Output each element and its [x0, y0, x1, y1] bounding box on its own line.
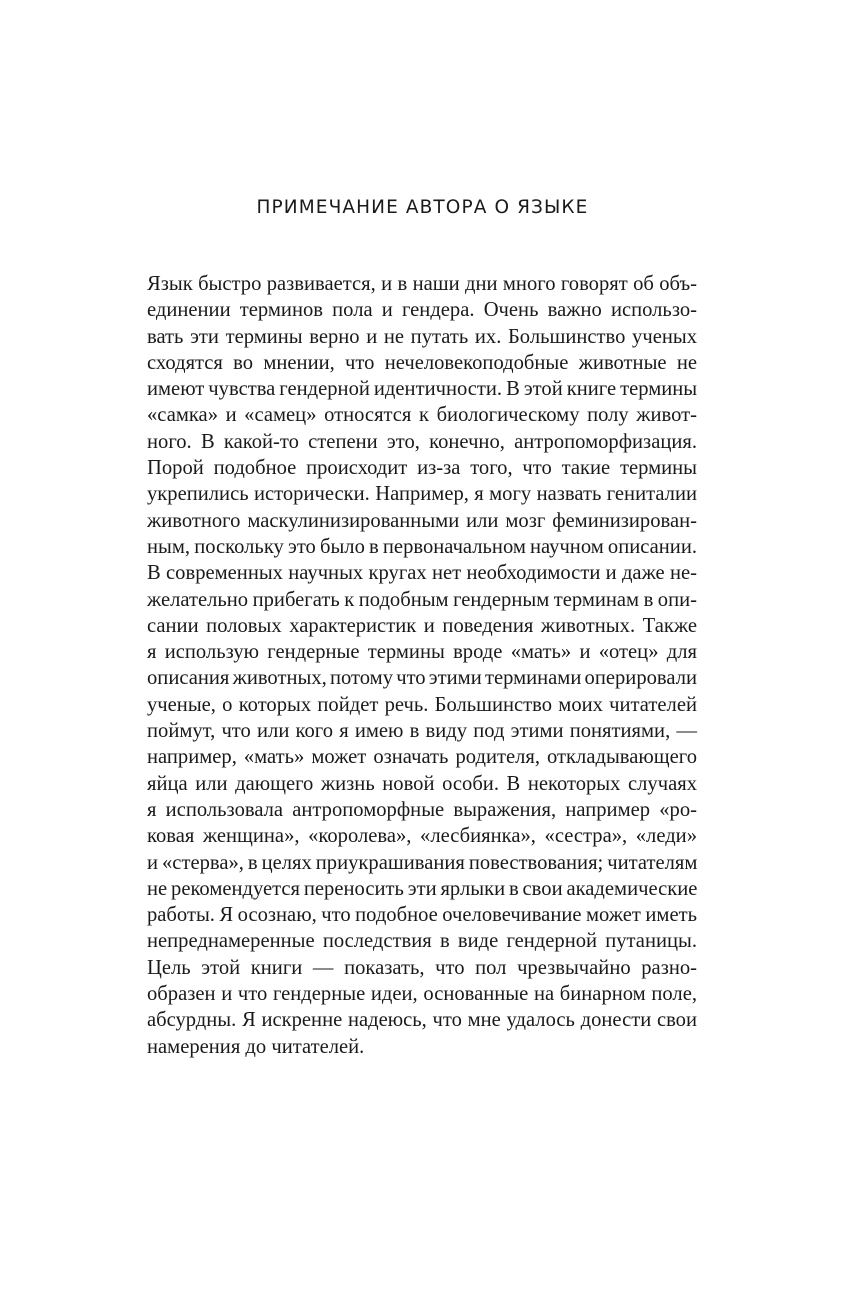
text-line: непреднамеренные последствия в виде гендерной путаницы.	[147, 930, 697, 953]
text-line: В современных научных кругах нет необходимости и даже не-	[147, 562, 697, 585]
text-line: желательно прибегать к подобным гендерным терминам в опи-	[147, 588, 697, 611]
text-line: я использовала антропоморфные выражения, например «ро-	[147, 798, 697, 821]
text-line: вать эти термины верно и не путать их. Большинство ученых	[147, 325, 697, 348]
text-line: например, «мать» может означать родителя, откладывающего	[147, 746, 697, 769]
text-line: животного маскулинизированными или мозг феминизирован-	[147, 509, 697, 532]
text-line: имеют чувства гендерной идентичности. В этой книге термины	[147, 378, 698, 401]
text-line: ным, поскольку это было в первоначальном научном описании.	[147, 535, 697, 558]
text-line: Цель этой книги — показать, что пол чрезвычайно разно-	[147, 956, 697, 979]
text-line: поймут, что или кого я имею в виду под этими понятиями, —	[147, 720, 697, 743]
text-line: намерения до читателей.	[147, 1035, 365, 1058]
text-line: Язык быстро развивается, и в наши дни много говорят об объ-	[147, 273, 697, 295]
text-line: абсурдны. Я искренне надеюсь, что мне удалось донести свои	[147, 1009, 697, 1032]
text-line: сании половых характеристик и поведения животных. Также	[147, 614, 697, 637]
text-line: «самка» и «самец» относятся к биологическому полу живот-	[147, 404, 697, 427]
text-line: описания животных, потому что этими терминами оперировали	[147, 667, 697, 690]
text-line: работы. Я осознаю, что подобное очеловечивание может иметь	[147, 904, 697, 927]
chapter-heading: ПРИМЕЧАНИЕ АВТОРА О ЯЗЫКЕ	[256, 197, 589, 218]
text-line: сходятся во мнении, что нечеловекоподобные животные не	[147, 351, 697, 374]
text-line: ного. В какой-то степени это, конечно, антропоморфизация.	[147, 430, 697, 453]
text-line: яйца или дающего жизнь новой особи. В некоторых случаях	[147, 772, 697, 795]
text-line: и «стерва», в целях приукрашивания повествования; читателям	[147, 851, 698, 874]
text-line: Порой подобное происходит из-за того, что такие термины	[147, 457, 697, 480]
text-line: не рекомендуется переносить эти ярлыки в свои академические	[147, 877, 698, 900]
text-line: ковая женщина», «королева», «лесбиянка», «сестра», «леди»	[147, 825, 697, 848]
text-line: образен и что гендерные идеи, основанные на бинарном поле,	[147, 983, 697, 1006]
body-paragraph	[147, 271, 697, 1060]
text-line: ученые, о которых пойдет речь. Большинство моих читателей	[147, 693, 697, 716]
text-line: я использую гендерные термины вроде «мать» и «отец» для	[147, 641, 697, 664]
text-line: укрепились исторически. Например, я могу назвать гениталии	[147, 483, 697, 506]
text-line: единении терминов пола и гендера. Очень важно использо-	[147, 299, 697, 322]
